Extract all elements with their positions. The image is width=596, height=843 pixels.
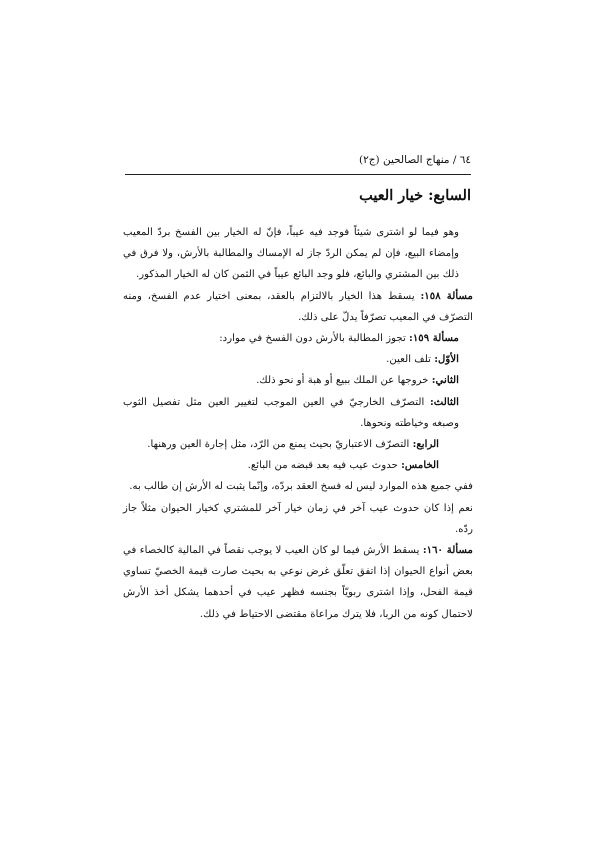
paragraph-text: نعم إذا كان حدوث عيب آخر في زمان خيار آخر للمشتري كخيار الحيوان مثلاً جاز ردّه. — [123, 502, 473, 535]
paragraph-text: خروجها عن الملك ببيع أو هبة أو نحو ذلك. — [256, 375, 432, 387]
section-title: السابع: خيار العيب — [359, 187, 471, 204]
paragraph-note-2 — [123, 498, 473, 540]
case-fourth — [123, 434, 473, 455]
case-label: الثالث: — [430, 395, 459, 408]
paragraph-text: التصرّف الاعتباريّ بحيث يمنع من الرّد، مثل إجارة العين ورهنها. — [147, 439, 413, 451]
paragraph-intro — [123, 222, 473, 286]
case-label: الرابع: — [412, 438, 439, 451]
paragraph-text: وهو فيما لو اشترى شيئاً فوجد فيه عيباً، فإنّ له الخيار بين الفسخ بردّ المعيب وإمضاء البيع، فإن لم يمكن الردّ جاز له الإمساك والمطالبة بالأرش، ولا فرق في ذلك بين المشتري والبائع، فلو وجد البائع عيباً في الثمن كان له الخيار المذكور. — [123, 227, 459, 281]
case-label: الأوّل: — [434, 353, 459, 366]
paragraph-text: التصرّف الخارجيّ في العين الموجب لتغيير العين مثل تفصيل الثوب وصبغه وخياطته ونحوها. — [123, 396, 459, 429]
running-header: ٦٤ / منهاج الصالحين (ج٢) — [359, 154, 471, 166]
case-label: الثاني: — [431, 374, 459, 387]
body-text — [123, 222, 473, 625]
case-label: الخامس: — [401, 459, 439, 472]
issue-159 — [123, 328, 473, 349]
paragraph-text: حدوث عيب فيه بعد قبضه من البائع. — [247, 460, 402, 472]
paragraph-text: يسقط هذا الخيار بالالتزام بالعقد، بمعنى اختيار عدم الفسخ، ومنه التصرّف في المعيب تصرّفاً يدلّ على ذلك. — [123, 290, 473, 323]
paragraph-text: ففي جميع هذه الموارد ليس له فسخ العقد بردّه، وإنّما يثبت له الأرش إن طالب به. — [129, 481, 473, 493]
issue-158 — [123, 286, 473, 328]
case-fifth — [123, 455, 473, 476]
issue-label: مسألة ١٥٩: — [409, 332, 459, 345]
issue-label: مسألة ١٥٨: — [420, 289, 473, 302]
issue-160 — [123, 540, 473, 625]
case-second — [123, 370, 473, 391]
case-third — [123, 392, 473, 434]
paragraph-text: يسقط الأرش فيما لو كان العيب لا يوجب نقصاً في المالية كالخصاء في بعض أنواع الحيوان إذا اتفق تعلّق غرض نوعي به بحيث صارت قيمة الخصيّ تساوي قيمة الفحل، وإذا اشترى ربويّاً بجنسه فظهر عيب في أحدهما يشكل أخذ الأرش لاحتمال كونه من الربا، فلا يترك مراعاة مقتضى الاحتياط في ذلك. — [123, 545, 473, 620]
header-rule — [125, 174, 471, 175]
issue-label: مسألة ١٦٠: — [422, 544, 473, 557]
paragraph-text: تلف العين. — [386, 354, 435, 366]
paragraph-text: تجوز المطالبة بالأرش دون الفسخ في موارد: — [219, 333, 410, 345]
case-first — [123, 349, 473, 370]
paragraph-note-1 — [123, 476, 473, 497]
